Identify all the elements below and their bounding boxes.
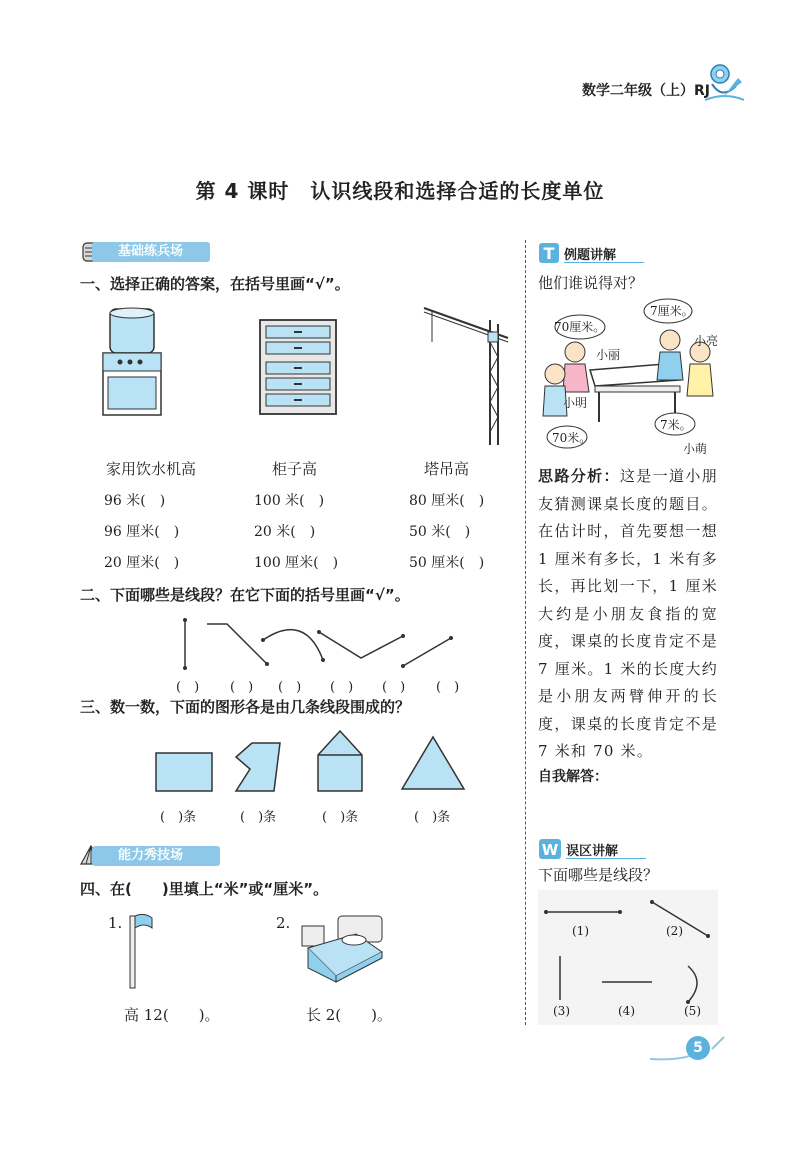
q2-answer-paren[interactable]: ( ) (230, 680, 254, 695)
tower-crane-image (420, 302, 510, 447)
section-label: 能力秀技场 (92, 846, 220, 866)
example-label: 例题讲解 (564, 248, 617, 263)
water-dispenser-image (100, 305, 165, 417)
q1-option[interactable]: 80 厘米( ) (409, 493, 485, 509)
q1-option[interactable]: 96 厘米( ) (104, 524, 180, 540)
letter-w-icon (538, 838, 562, 860)
q1-title: 一、选择正确的答案，在括号里画“√”。 (80, 275, 350, 293)
speech-bubble: 70厘米。 (554, 320, 606, 334)
example-underline (564, 262, 644, 263)
mistakes-underline (566, 858, 646, 859)
speech-bubble: 70米。 (552, 431, 592, 445)
child-name: 小亮 (694, 334, 719, 348)
q4-item-number: 2. (276, 914, 291, 932)
section-label: 基础练兵场 (92, 242, 210, 262)
q4-title: 四、在( )里填上“米”或“厘米”。 (80, 880, 329, 898)
q3-title: 三、数一数，下面的图形各是由几条线段围成的？ (80, 698, 411, 716)
child-name: 小明 (563, 396, 588, 410)
q2-figures (155, 612, 465, 674)
q2-answer-paren[interactable]: ( ) (330, 680, 354, 695)
self-answer-label: 自我解答： (538, 769, 608, 785)
svg-text:W: W (541, 841, 559, 859)
q1-caption-cabinet: 柜子高 (272, 460, 318, 478)
q4-item-number: 1. (108, 914, 123, 932)
q2-answer-paren[interactable]: ( ) (278, 680, 302, 695)
q2-answer-paren[interactable]: ( ) (436, 680, 460, 695)
q1-option[interactable]: 20 米( ) (254, 524, 316, 540)
q3-shapes (150, 725, 470, 795)
mistakes-question: 下面哪些是线段？ (538, 866, 659, 884)
page-number: 5 (686, 1036, 710, 1060)
q2-title: 二、下面哪些是线段？在它下面的括号里画“√”。 (80, 586, 410, 604)
child-name: 小丽 (596, 348, 621, 362)
q1-option[interactable]: 50 厘米( ) (409, 555, 485, 571)
svg-text:T: T (543, 244, 555, 263)
mascot-icon (700, 60, 745, 105)
letter-t-icon (538, 242, 560, 264)
analysis-paragraph (538, 463, 718, 766)
q1-option[interactable]: 100 厘米( ) (254, 555, 339, 571)
figure-label: (5) (684, 1004, 701, 1018)
q1-caption-crane: 塔吊高 (424, 460, 470, 478)
speech-bubble: 7厘米。 (650, 304, 694, 318)
q3-answer[interactable]: ( )条 (414, 810, 451, 825)
q2-answer-paren[interactable]: ( ) (382, 680, 406, 695)
q1-option[interactable]: 20 厘米( ) (104, 555, 180, 571)
q1-option[interactable]: 100 米( ) (254, 493, 325, 509)
q4-answer-flagpole[interactable]: 高 12( )。 (124, 1006, 220, 1024)
q4-answer-bed[interactable]: 长 2( )。 (306, 1006, 393, 1024)
q1-option[interactable]: 50 米( ) (409, 524, 471, 540)
q1-option[interactable]: 96 米( ) (104, 493, 166, 509)
q3-answer[interactable]: ( )条 (160, 810, 197, 825)
flag-pole-image (124, 910, 156, 990)
figure-label: (2) (666, 924, 683, 938)
analysis-label: 思路分析： (538, 467, 620, 485)
q3-answer[interactable]: ( )条 (322, 810, 359, 825)
mistakes-label: 误区讲解 (566, 844, 619, 859)
column-divider (525, 240, 526, 1025)
figure-label: (4) (618, 1004, 635, 1018)
figure-label: (1) (572, 924, 589, 938)
lesson-title: 第 4 课时 认识线段和选择合适的长度单位 (195, 179, 605, 203)
q2-answer-paren[interactable]: ( ) (176, 680, 200, 695)
analysis-text: 这是一道小朋友猜测课桌长度的题目。在估计时，首先要想一想 1 厘米有多长，1 米有多长，再比划一下，1 厘米大约是小朋友食指的宽度，课桌的长度肯定不是 7 厘米。1 米的长度大约是小朋友两臂伸开的长度，课桌的长度肯定不是 7 米和 70 米。 (538, 467, 718, 760)
example-question: 他们谁说得对？ (538, 274, 644, 292)
bed-image (300, 912, 385, 984)
header-title: 数学二年级（上）RJ (582, 83, 710, 99)
child-name: 小萌 (683, 442, 708, 456)
speech-bubble: 7米。 (660, 418, 692, 432)
figure-label: (3) (553, 1004, 570, 1018)
q1-caption-dispenser: 家用饮水机高 (106, 460, 197, 478)
q3-answer[interactable]: ( )条 (240, 810, 277, 825)
cabinet-image (258, 318, 338, 416)
